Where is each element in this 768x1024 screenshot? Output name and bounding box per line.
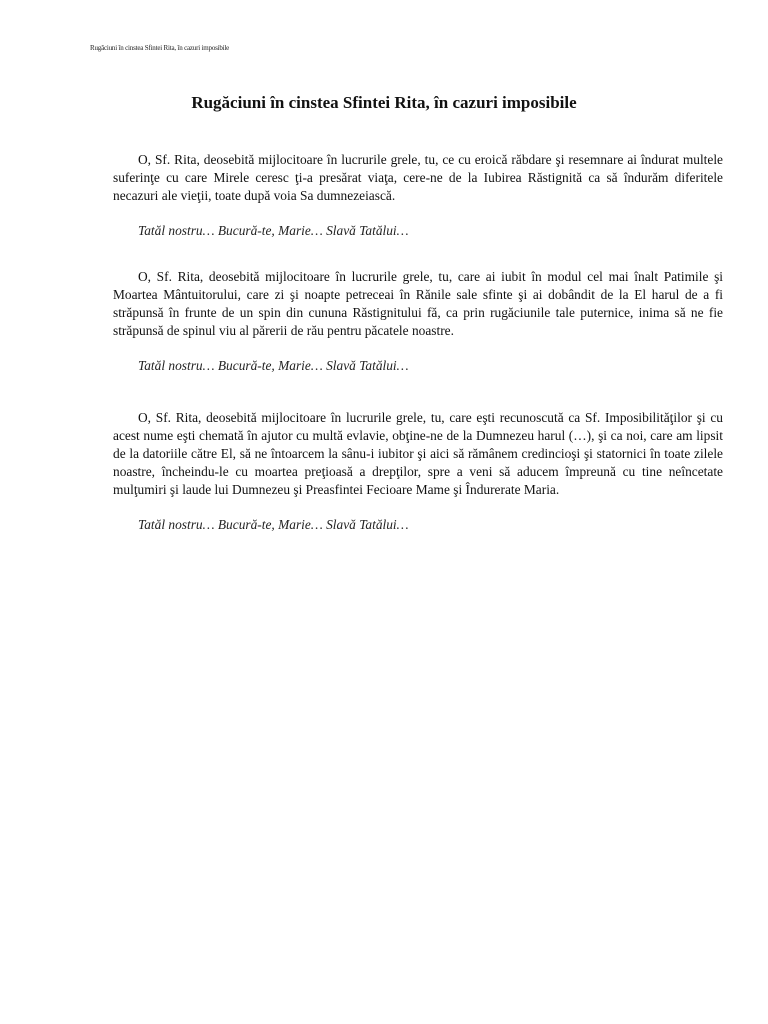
document-body [113, 151, 723, 534]
prayer-paragraph-1: O, Sf. Rita, deosebită mijlocitoare în lucrurile grele, tu, ce cu eroică răbdare şi resemnare ai îndurat multele suferinţe cu care Mirele ceresc ţi-a presărat viaţa, cere-ne de la Iubirea Răstignită ca să îndurăm diferitele necazuri ale vieţii, toate după voia Sa dumnezeiască. [113, 152, 723, 203]
prayer-section-2 [113, 268, 723, 375]
prayer-refrain-1: Tatăl nostru… Bucură-te, Marie… Slavă Tatălui… [138, 223, 409, 238]
running-header: Rugăciuni în cinstea Sfintei Rita, în cazuri imposibile [90, 44, 230, 52]
document-title: Rugăciuni în cinstea Sfintei Rita, în cazuri imposibile [191, 93, 577, 112]
prayer-paragraph-3: O, Sf. Rita, deosebită mijlocitoare în lucrurile grele, tu, care eşti recunoscută ca Sf. Imposibilităţilor şi cu acest nume eşti chemată în ajutor cu multă evlavie, obţine-ne de la Dumnezeu harul (…), şi ca noi, care am lipsit de la datoriile către El, să ne întoarcem la sânu-i iubitor şi aici să rămânem credincioşi şi statornici în toate zilele noastre, încheindu-le cu moartea preţioasă a drepţilor, spre a veni să aducem împreună cu tine neîncetate mulţumiri şi laude lui Dumnezeu şi Preasfintei Fecioare Mame şi Îndurerate Maria. [113, 410, 723, 497]
prayer-refrain-2: Tatăl nostru… Bucură-te, Marie… Slavă Tatălui… [138, 358, 409, 373]
prayer-refrain-3: Tatăl nostru… Bucură-te, Marie… Slavă Tatălui… [138, 517, 409, 532]
prayer-section-1 [113, 151, 723, 240]
prayer-paragraph-2: O, Sf. Rita, deosebită mijlocitoare în lucrurile grele, tu, care ai iubit în modul cel mai înalt Patimile şi Moartea Mântuitorului, care zi şi noapte petreceai în Rănile sale sfinte şi ai dobândit de la El harul de a fi străpunsă în frunte de un spin din cununa Răstignitului fă, ca prin rugăciunile tale puternice, inima să ne fie străpunsă de spinul viu al părerii de rău pentru păcatele noastre. [113, 269, 723, 338]
prayer-section-3 [113, 409, 723, 534]
